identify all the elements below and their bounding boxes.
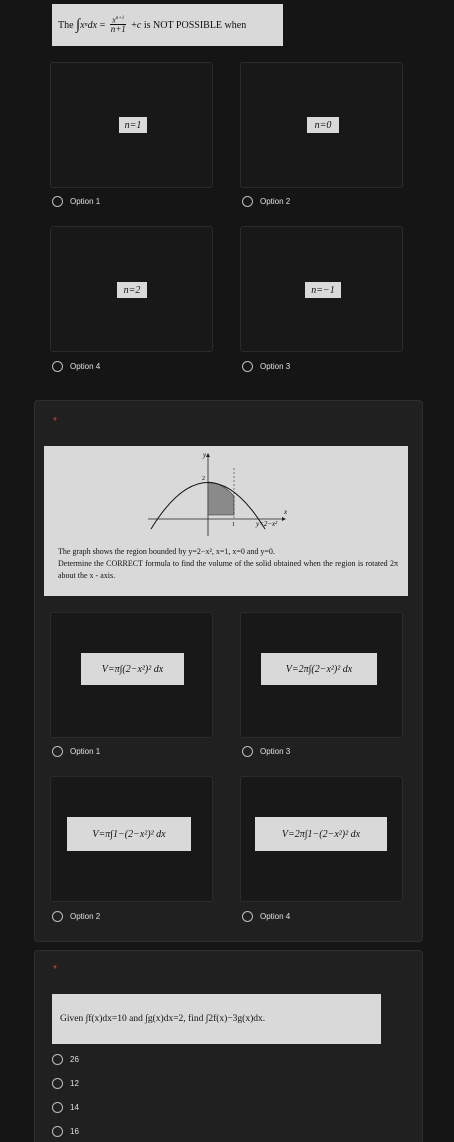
q1-option-3[interactable]	[242, 361, 290, 372]
radio-icon[interactable]	[52, 361, 63, 372]
option-label: 16	[70, 1127, 79, 1136]
y-axis-label: y	[203, 451, 207, 459]
question-2-text	[58, 546, 398, 582]
required-asterisk: *	[53, 964, 57, 975]
q3-option-1[interactable]	[52, 1054, 79, 1065]
q1-option-1[interactable]	[52, 196, 100, 207]
option-label: 26	[70, 1055, 79, 1064]
formula-option-3	[261, 653, 377, 685]
formula-option-4	[255, 817, 387, 851]
q2-option-3[interactable]	[242, 746, 290, 757]
option-label: Option 3	[260, 362, 291, 371]
q1-option-4[interactable]	[52, 361, 100, 372]
curve-label: y=2−x²	[256, 520, 278, 528]
q2-option-card-4[interactable]	[240, 776, 403, 902]
option-2-math: n=0	[307, 117, 339, 133]
radio-icon[interactable]	[242, 911, 253, 922]
q2-option-card-1[interactable]	[50, 612, 213, 738]
question-2-line-1: The graph shows the region bounded by y=2−x², x=1, x=0 and y=0.	[58, 547, 275, 556]
question-1-image: The ∫ x n dx = $\frac{x^{n+1}}{n+1}$ + c is NOT POSSIBLE when	[52, 4, 283, 46]
option-4-math: n=2	[117, 282, 147, 298]
option-label: Option 3	[260, 747, 291, 756]
option-label: Option 4	[70, 362, 101, 371]
option-label: Option 1	[70, 197, 101, 206]
radio-icon[interactable]	[52, 911, 63, 922]
option-card-1[interactable]	[50, 62, 213, 188]
option-label: Option 2	[260, 197, 291, 206]
option-label: Option 2	[70, 912, 101, 921]
formula-text: V=2π∫(2−x²)² dx	[285, 663, 353, 675]
question-2-image	[44, 446, 408, 596]
q3-option-4[interactable]	[52, 1126, 79, 1137]
radio-icon[interactable]	[52, 1102, 63, 1113]
radio-icon[interactable]	[242, 196, 253, 207]
option-card-2[interactable]	[240, 62, 403, 188]
q2-option-1[interactable]	[52, 746, 100, 757]
formula-text: V=π∫(2−x²)² dx	[101, 663, 164, 675]
radio-icon[interactable]	[52, 1126, 63, 1137]
question-3-image	[52, 994, 381, 1044]
formula-text: V=2π∫1−(2−x²)² dx	[281, 828, 361, 840]
required-asterisk: *	[53, 416, 57, 427]
formula-option-2	[67, 817, 191, 851]
radio-icon[interactable]	[242, 361, 253, 372]
question-1-lead: The	[58, 19, 74, 31]
option-1-math: n=1	[119, 117, 147, 133]
radio-icon[interactable]	[242, 746, 253, 757]
option-card-4[interactable]	[50, 226, 213, 352]
q3-option-2[interactable]	[52, 1078, 79, 1089]
radio-icon[interactable]	[52, 746, 63, 757]
question-3-text: Given ∫f(x)dx=10 and ∫g(x)dx=2, find ∫2f(x)−3g(x)dx.	[60, 1014, 266, 1024]
q3-option-3[interactable]	[52, 1102, 79, 1113]
question-2-line-2: Determine the CORRECT formula to find the volume of the solid obtained when the region is rotated 2π about the x - axis.	[58, 559, 398, 580]
option-label: Option 1	[70, 747, 101, 756]
x-axis-label: x	[284, 508, 288, 516]
formula-text: V=π∫1−(2−x²)² dx	[92, 828, 166, 840]
q2-option-4[interactable]	[242, 911, 290, 922]
q2-option-card-2[interactable]	[50, 776, 213, 902]
option-label: 12	[70, 1079, 79, 1088]
question-3-card	[34, 950, 423, 1142]
option-label: Option 4	[260, 912, 291, 921]
y-tick-label: 2	[202, 476, 205, 482]
option-3-math: n=−1	[305, 282, 341, 298]
q1-option-2[interactable]	[242, 196, 290, 207]
q2-option-card-3[interactable]	[240, 612, 403, 738]
x-tick-label: 1	[232, 522, 235, 528]
radio-icon[interactable]	[52, 1078, 63, 1089]
q2-option-2[interactable]	[52, 911, 100, 922]
option-label: 14	[70, 1103, 79, 1112]
question-1-tail: is NOT POSSIBLE when	[143, 19, 247, 31]
formula-option-1	[81, 653, 184, 685]
radio-icon[interactable]	[52, 1054, 63, 1065]
option-card-3[interactable]	[240, 226, 403, 352]
parabola-graph	[44, 446, 408, 541]
radio-icon[interactable]	[52, 196, 63, 207]
